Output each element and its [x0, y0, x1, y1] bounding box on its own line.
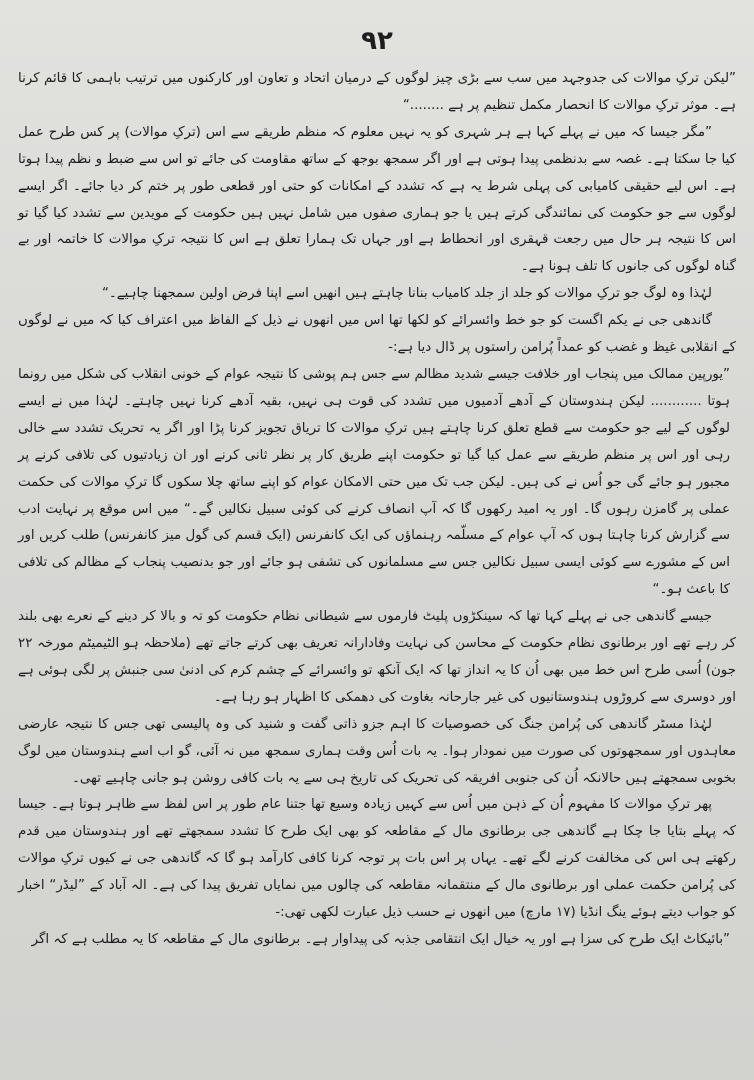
paragraph: پھر ترکِ موالات کا مفہوم اُن کے ذہن میں اُس سے کہیں زیادہ وسیع تھا جتنا عام طور پر اس لفظ سے ظاہر ہوتا ہے۔ جیسا کہ پہلے بتایا جا چکا ہے گاندھی جی برطانوی مال کے مقاطعہ کو بھی ایک طرح کا تشدد سمجھتے تھے اور ہندوستان میں قدم رکھتے ہی اس کی مخالفت کرنے لگے تھے۔ یہاں پر اس بات پر توجہ کرنا کافی کارآمد ہو گا کہ گاندھی جی نے کیوں ترکِ موالات کی پُرامن حکمت عملی اور برطانوی مال کے منتقمانہ مقاطعہ کی چالوں میں نمایاں تفریق پیدا کی ہے۔ الہ آباد کے ”لیڈر“ اخبار کو جواب دیتے ہوئے ینگ انڈیا (۱۷ مارچ) میں انھوں نے حسب ذیل عبارت لکھی تھی:-: [18, 797, 736, 921]
quoted-passage: ”بائیکاٹ ایک طرح کی سزا ہے اور یہ خیال ایک انتقامی جذبہ کی پیداوار ہے۔ برطانوی مال کے مقاطعہ کا یہ مطلب ہے کہ اگر: [31, 932, 730, 947]
quoted-passage: ”یورپین ممالک میں پنجاب اور خلافت جیسے شدید مظالم سے جس ہم پوشی کا نتیجہ عوام کے خونی انقلاب کی شکل میں رونما ہوتا ............ لیکن ہندوستان کے آدھے آدمیوں میں تشدد کی قوت ہی نہیں، بقیہ آدھے کرنا نہیں چاہتے۔ لہٰذا میں نے ایسے لوگوں کے لیے جو حکومت سے قطع تعلق کرنا چاہتے ہیں ترکِ موالات کا تریاق تجویز کرنا پڑا اور اگر یہ تحریک تشدد سے خالی رہی اور اس پر منظم طریقے سے عمل کیا گیا تو حکومت اپنے طریق کار پر نظر ثانی کرنے اور ان زیادتیوں کی تلافی کرنے پر مجبور ہو جائے گی جو اُس نے کی ہیں۔ لیکن جب تک میں حتی الامکان عوام کو اپنے ساتھ چلا سکوں گا ترکِ موالات کی حکمت عملی پر گامزن رہوں گا۔ اور یہ امید رکھوں گا کہ آپ انصاف کرنے کی کوئی سبیل نکالیں گے۔“ میں اس موقع پر نہایت ادب سے گزارش کرنا چاہتا ہوں کہ آپ عوام کے مسلّمہ رہنماؤں کی ایک کانفرنس (ایک قسم کی گول میز کانفرنس) طلب کریں اور اس کے مشورے سے کوئی ایسی سبیل نکالیں جس سے مسلمانوں کی تشفی ہو جائے اور جو بدنصیب پنجاب کے مظالم کی تلافی کا باعث ہو۔“: [18, 366, 730, 598]
paragraph: ”لیکن ترکِ موالات کی جدوجہد میں سب سے بڑی چیز لوگوں کے درمیان اتحاد و تعاون اور کارکنوں میں ترتیب باہمی کا قائم کرنا ہے۔ موثر ترکِ موالات کا انحصار مکمل تنظیم پر ہے ........“: [18, 71, 736, 113]
page-body: [18, 66, 736, 954]
paragraph: لہٰذا مسٹر گاندھی کی پُرامن جنگ کی خصوصیات کا اہم جزو ذاتی گفت و شنید کی وہ پالیسی تھی جس کا نتیجہ عارضی معاہدوں اور سمجھوتوں کی صورت میں نمودار ہوا۔ یہ بات اُس وقت ہماری سمجھ میں نہ آئی، گو اب اسے ہندوستان میں لوگ بخوبی سمجھتے ہیں حالانکہ اُن کی جنوبی افریقہ کی تحریک کی تاریخ ہی سے یہ بات کافی روشن ہو جانی چاہیے تھی۔: [18, 716, 736, 786]
page-number: ۹۲: [361, 26, 393, 56]
paragraph: ”مگر جیسا کہ میں نے پہلے کہا ہے ہر شہری کو یہ نہیں معلوم کہ منظم طریقے سے اس (ترکِ موالات) پر کس طرح عمل کیا جا سکتا ہے۔ غصہ سے بدنظمی پیدا ہوتی ہے اور اگر سمجھ بوجھ کے ساتھ مقاومت کی جائے تو اس سے ضبط و نظم پیدا ہوتا ہے۔ اس لیے حقیقی کامیابی کی پہلی شرط یہ ہے کہ تشدد کے امکانات کو حتی اور قطعی طور پر ختم کر دیا جائے۔ اگر ایسے لوگوں سے جو حکومت کی نمائندگی کرتے ہیں یا جو ہماری صفوں میں شامل نہیں ہیں حکومت کے مویدین سے تشدد کیا گیا تو اس کا نتیجہ ہر حال میں رجعت قہقری اور انحطاط ہے اور جہاں تک ہمارا تعلق ہے اس کا نتیجہ ترکِ موالات کا خاتمہ اور بے گناہ لوگوں کی جانوں کا تلف ہونا ہے۔: [18, 124, 736, 275]
paragraph: گاندھی جی نے یکم اگست کو جو خط وائسرائے کو لکھا تھا اس میں انھوں نے ذیل کے الفاظ میں اعتراف کیا کہ میں نے لوگوں کے انقلابی غیظ و غضب کو عمداً پُرامن راستوں پر ڈال دیا ہے:-: [18, 313, 736, 356]
paragraph: جیسے گاندھی جی نے پہلے کہا تھا کہ سینکڑوں پلیٹ فارموں سے شیطانی نظام حکومت کو تہ و بالا کر دینے کے نعرے بھی بلند کر رہے تھے اور برطانوی نظام حکومت کے محاسن کی نہایت وفادارانہ تعریف بھی کرتے جاتے تھے (ملاحظہ ہو الٹیمیٹم مورخہ ۲۲ جون) اُسی طرح اس خط میں بھی اُن کا یہ انداز تھا کہ ایک آنکھ تو وائسرائے کے چشم کرم کی ادنیٰ سی جنبش پر لگی ہوئی ہے اور دوسری سے کروڑوں ہندوستانیوں کی غیر جارحانہ بغاوت کی دھمکی کا اظہار ہو رہا ہے۔: [18, 609, 736, 705]
paragraph: لہٰذا وہ لوگ جو ترکِ موالات کو جلد از جلد کامیاب بنانا چاہتے ہیں انھیں اسے اپنا فرض اولین سمجھنا چاہیے۔“: [101, 286, 712, 302]
